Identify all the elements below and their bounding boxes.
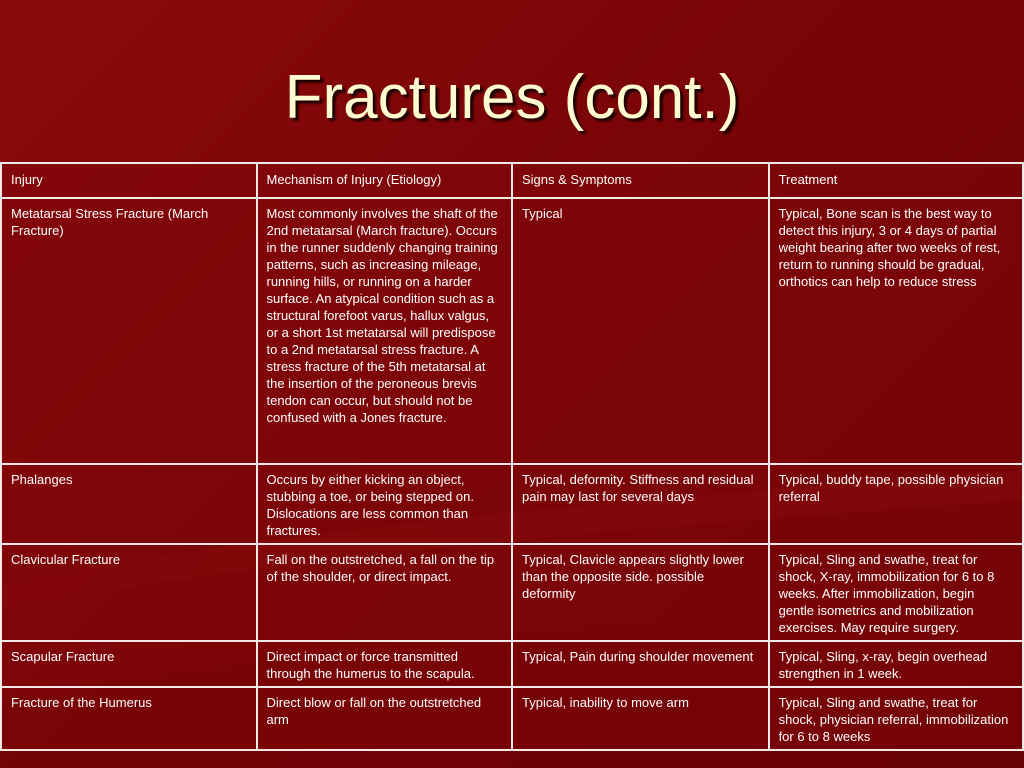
cell-mechanism: Most commonly involves the shaft of the 2nd metatarsal (March fracture). Occurs in the runner suddenly changing training patterns, such as increasing mileage, running hills, or running on a harder surface. An atypical condition such as a structural forefoot varus, hallux valgus, or a short 1st metatarsal will predispose to a 2nd metatarsal stress fracture. A stress fracture of the 5th metatarsal at the insertion of the peroneous brevis tendon can occur, but should not be confused with a Jones fracture. [257, 198, 513, 464]
header-injury: Injury [1, 163, 257, 198]
cell-injury: Phalanges [1, 464, 257, 544]
table-row [1, 198, 1023, 464]
slide-title: Fractures (cont.) [284, 63, 740, 132]
cell-injury: Metatarsal Stress Fracture (March Fracture) [1, 198, 257, 464]
table-header-row [1, 163, 1023, 198]
table-row [1, 544, 1023, 641]
header-mechanism: Mechanism of Injury (Etiology) [257, 163, 513, 198]
cell-treatment: Typical, Bone scan is the best way to detect this injury, 3 or 4 days of partial weight bearing after two weeks of rest, return to running should be gradual, orthotics can help to reduce stress [769, 198, 1023, 464]
cell-injury: Clavicular Fracture [1, 544, 257, 641]
cell-mechanism: Direct impact or force transmitted through the humerus to the scapula. [257, 641, 513, 687]
cell-mechanism: Direct blow or fall on the outstretched arm [257, 687, 513, 750]
table-row [1, 687, 1023, 750]
cell-treatment: Typical, Sling, x-ray, begin overhead strengthen in 1 week. [769, 641, 1023, 687]
cell-signs: Typical, deformity. Stiffness and residual pain may last for several days [512, 464, 769, 544]
cell-mechanism: Fall on the outstretched, a fall on the tip of the shoulder, or direct impact. [257, 544, 513, 641]
cell-injury: Scapular Fracture [1, 641, 257, 687]
cell-signs: Typical, Pain during shoulder movement [512, 641, 769, 687]
cell-treatment: Typical, Sling and swathe, treat for shock, physician referral, immobilization for 6 to 8 weeks [769, 687, 1023, 750]
table-row [1, 464, 1023, 544]
cell-treatment: Typical, Sling and swathe, treat for shock, X-ray, immobilization for 6 to 8 weeks. After immobilization, begin gentle isometrics and mobilization exercises. May require surgery. [769, 544, 1023, 641]
header-signs: Signs & Symptoms [512, 163, 769, 198]
table-row [1, 641, 1023, 687]
cell-mechanism: Occurs by either kicking an object, stubbing a toe, or being stepped on. Dislocations are less common than fractures. [257, 464, 513, 544]
cell-injury: Fracture of the Humerus [1, 687, 257, 750]
cell-signs: Typical [512, 198, 769, 464]
fractures-table [0, 162, 1024, 751]
cell-signs: Typical, inability to move arm [512, 687, 769, 750]
cell-treatment: Typical, buddy tape, possible physician referral [769, 464, 1023, 544]
header-treatment: Treatment [769, 163, 1023, 198]
cell-signs: Typical, Clavicle appears slightly lower than the opposite side. possible deformity [512, 544, 769, 641]
